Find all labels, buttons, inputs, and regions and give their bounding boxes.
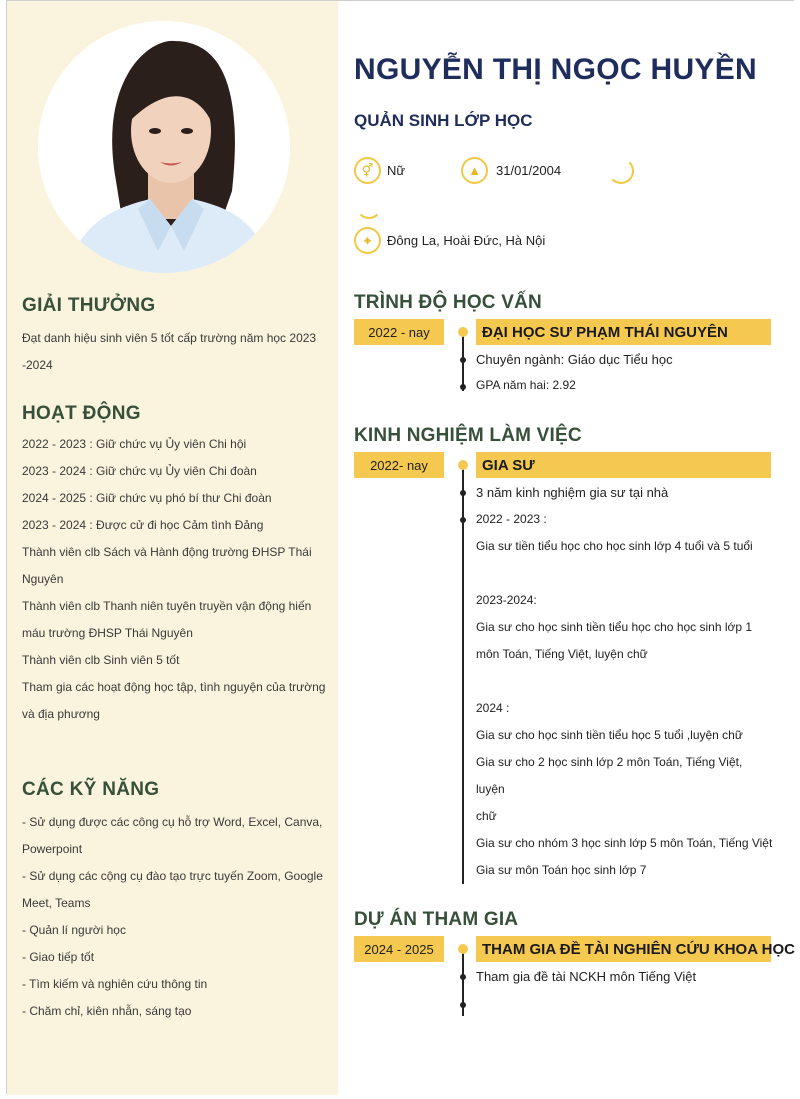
gender-info [354, 157, 405, 184]
timeline-dot [460, 1002, 466, 1008]
skill-line: - Tìm kiếm và nghiên cứu thông tin [22, 977, 208, 991]
skill-line: - Giao tiếp tốt [22, 950, 95, 964]
projects-heading: DỰ ÁN THAM GIA [354, 909, 519, 930]
experience-line: Gia sư cho học sinh tiền tiểu học 5 tuổi ,luyện chữ [476, 728, 743, 742]
activity-line: và địa phương [22, 707, 100, 721]
activity-line: Thành viên clb Sách và Hành động trường ĐHSP Thái [22, 545, 312, 559]
awards-heading: GIẢI THƯỞNG [22, 295, 156, 316]
skill-line: - Sử dụng được các công cụ hỗ trợ Word, Excel, Canva, [22, 815, 323, 829]
experience-line: 2022 - 2023 : [476, 512, 547, 526]
timeline-marker [458, 327, 468, 337]
awards-text [22, 325, 326, 379]
gender-icon: ⚥ [354, 157, 381, 184]
profile-photo [38, 21, 290, 273]
decorative-arc [608, 158, 634, 184]
birthday-info [461, 157, 561, 184]
experience-line: Gia sư cho 2 học sinh lớp 2 môn Toán, Tiếng Việt, luyện [476, 755, 743, 796]
cake-icon: ▲ [461, 157, 488, 184]
education-major: Chuyên ngành: Giáo dục Tiểu học [476, 352, 673, 367]
timeline-dot [460, 974, 466, 980]
experience-line [476, 668, 773, 695]
activity-line: Thành viên clb Thanh niên tuyên truyền vận động hiến [22, 599, 312, 613]
skill-line: - Sử dụng các cộng cụ đào tạo trực tuyến Zoom, Google [22, 869, 323, 883]
timeline-marker [458, 460, 468, 470]
education-school: ĐẠI HỌC SƯ PHẠM THÁI NGUYÊN [476, 319, 771, 345]
skill-line: Meet, Teams [22, 896, 91, 910]
activities-heading: HOẠT ĐỘNG [22, 403, 141, 424]
map-pin-icon: ⌖ [354, 227, 381, 254]
timeline-dot [460, 384, 466, 390]
experience-line: Gia sư tiền tiểu học cho học sinh lớp 4 tuổi và 5 tuổi [476, 539, 753, 553]
skill-line: Powerpoint [22, 842, 83, 856]
decorative-arc [356, 193, 382, 219]
activities-list [22, 431, 326, 728]
experience-line: 2024 : [476, 701, 510, 715]
activity-line: Nguyên [22, 572, 64, 586]
skill-line: - Chăm chỉ, kiên nhẫn, sáng tạo [22, 1004, 192, 1018]
address-value: Đông La, Hoài Đức, Hà Nội [387, 233, 546, 248]
experience-line: Gia sư cho học sinh tiền tiểu học cho học sinh lớp 1 [476, 620, 753, 634]
activity-line: máu trường ĐHSP Thái Nguyên [22, 626, 193, 640]
experience-line: Gia sư môn Toán học sinh lớp 7 [476, 863, 647, 877]
timeline-marker [458, 944, 468, 954]
education-date: 2022 - nay [354, 319, 444, 345]
skill-line: - Quản lí người học [22, 923, 126, 937]
education-gpa: GPA năm hai: 2.92 [476, 378, 576, 392]
address-info [354, 227, 545, 254]
job-title: QUẢN SINH LỚP HỌC [354, 111, 533, 130]
activity-line: 2024 - 2025 : Giữ chức vụ phó bí thư Chi đoàn [22, 491, 272, 505]
main-content [338, 1, 795, 1095]
project-title: THAM GIA ĐỀ TÀI NGHIÊN CỨU KHOA HỌC [476, 936, 771, 962]
cv-page [6, 0, 794, 1094]
experience-line: 2023-2024: [476, 593, 537, 607]
experience-line [476, 560, 773, 587]
experience-details [476, 506, 773, 884]
activity-line: Thành viên clb Sinh viên 5 tốt [22, 653, 180, 667]
awards-line: Đạt danh hiệu sinh viên 5 tốt cấp trường năm học 2023 [22, 331, 317, 345]
skills-list [22, 809, 326, 1025]
skills-heading: CÁC KỸ NĂNG [22, 779, 160, 800]
candidate-name: NGUYỄN THỊ NGỌC HUYỀN [354, 53, 757, 86]
sidebar [7, 1, 338, 1095]
project-detail: Tham gia đề tài NCKH môn Tiếng Việt [476, 969, 697, 984]
birthday-value: 31/01/2004 [496, 163, 562, 178]
activity-line: 2023 - 2024 : Được cử đi học Cảm tình Đảng [22, 518, 264, 532]
activity-line: 2023 - 2024 : Giữ chức vụ Ủy viên Chi đoàn [22, 464, 257, 478]
timeline-line [462, 464, 464, 884]
project-date: 2024 - 2025 [354, 936, 444, 962]
experience-line: Gia sư cho nhóm 3 học sinh lớp 5 môn Toán, Tiếng Việt [476, 836, 773, 850]
education-heading: TRÌNH ĐỘ HỌC VẤN [354, 292, 542, 313]
experience-heading: KINH NGHIỆM LÀM VIỆC [354, 425, 582, 446]
experience-line: chữ [476, 809, 497, 823]
experience-role: GIA SƯ [476, 452, 771, 478]
timeline-dot [460, 490, 466, 496]
awards-line: -2024 [22, 358, 53, 372]
experience-date: 2022- nay [354, 452, 444, 478]
experience-line: môn Toán, Tiếng Việt, luyện chữ [476, 647, 648, 661]
gender-value: Nữ [387, 163, 406, 178]
activity-line: Tham gia các hoạt động học tập, tình nguyện của trường [22, 680, 326, 694]
experience-summary: 3 năm kinh nghiệm gia sư tại nhà [476, 485, 669, 500]
timeline-dot [460, 517, 466, 523]
activity-line: 2022 - 2023 : Giữ chức vụ Ủy viên Chi hội [22, 437, 247, 451]
timeline-dot [460, 357, 466, 363]
